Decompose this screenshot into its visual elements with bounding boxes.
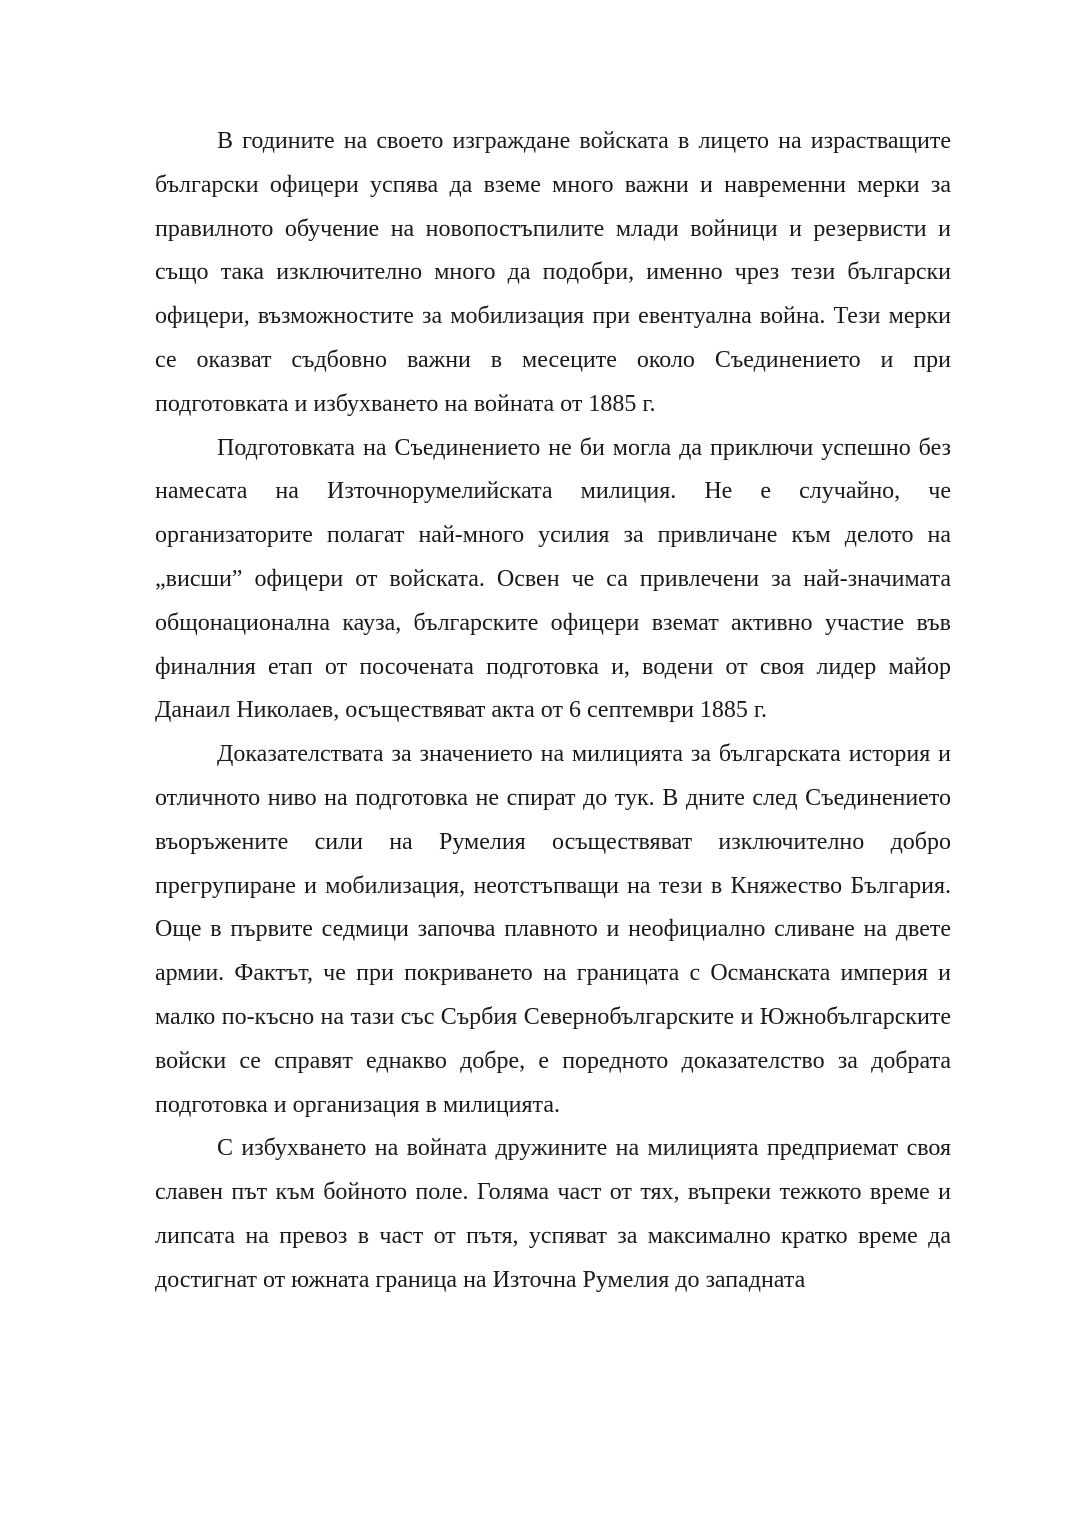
paragraph-3: Доказателствата за значението на милицията за българската история и отличното ниво на подготовка не спират до тук. В дните след Съединението въоръжените сили на Румелия осъществяват изключително добро прегрупиране и мобилизация, неотстъпващи на тези в Княжество България. Още в първите седмици започва плавното и неофициално сливане на двете армии. Фактът, че при покриването на границата с Османската империя и малко по-късно на тази със Сърбия Севернобългарските и Южнобългарските войски се справят еднакво добре, е поредното доказателство за добрата подготовка и организация в милицията.: [155, 741, 951, 1118]
paragraph-4: С избухването на войната дружините на милицията предприемат своя славен път към бойното поле. Голяма част от тях, въпреки тежкото време и липсата на превоз в част от пътя, успяват за максимално кратко време да достигнат от южната граница на Източна Румелия до западната: [155, 1135, 951, 1293]
paragraph-1: В годините на своето изграждане войската в лицето на израстващите български офицери успява да вземе много важни и навременни мерки за правилното обучение на новопостъпилите млади войници и резервисти и също така изключително много да подобри, именно чрез тези български офицери, възможностите за мобилизация при евентуална война. Тези мерки се оказват съдбовно важни в месеците около Съединението и при подготовката и избухването на войната от 1885 г.: [155, 128, 951, 417]
paragraph-2: Подготовката на Съединението не би могла да приключи успешно без намесата на Източнорумелийската милиция. Не е случайно, че организаторите полагат най-много усилия за привличане към делото на „висши” офицери от войската. Освен че са привлечени за най-значимата общонационална кауза, българските офицери вземат активно участие във финалния етап от посочената подготовка и, водени от своя лидер майор Данаил Николаев, осъществяват акта от 6 септември 1885 г.: [155, 434, 951, 724]
document-page: [155, 120, 951, 1303]
